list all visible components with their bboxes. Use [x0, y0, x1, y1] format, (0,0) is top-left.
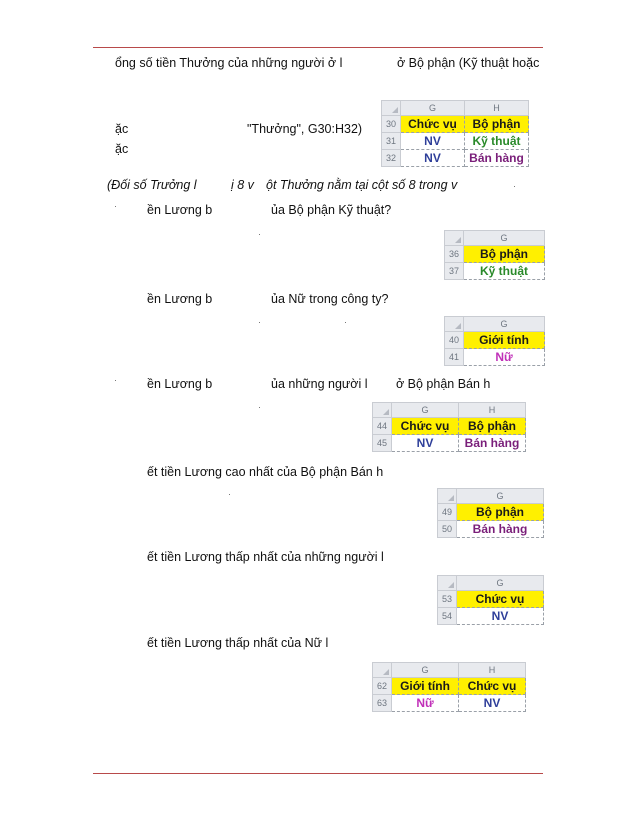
question-1b: ủa Bộ phận Kỹ thuật?: [271, 203, 392, 217]
column-header: H: [465, 101, 529, 116]
speck: [115, 380, 116, 381]
question-2a: ền Lương b: [147, 292, 213, 306]
criteria-cell: NV: [457, 608, 544, 625]
speck: [259, 234, 260, 235]
header-cell: Bộ phận: [459, 418, 526, 435]
text-line-2a: ặc: [115, 122, 129, 136]
speck: [259, 322, 260, 323]
row-number: 45: [373, 435, 392, 452]
question-3b: ủa những người l: [271, 377, 368, 391]
text-line-3: ặc: [115, 142, 129, 156]
header-cell: Bộ phận: [464, 246, 545, 263]
header-cell: Giới tính: [464, 332, 545, 349]
spreadsheet-snippet-1: [381, 100, 529, 167]
column-header: G: [457, 576, 544, 591]
row-number: 44: [373, 418, 392, 435]
row-number: 63: [373, 695, 392, 712]
row-number: 49: [438, 504, 457, 521]
row-number: 32: [382, 150, 401, 167]
note-line-b: ị 8 v: [231, 178, 254, 192]
header-cell: Bộ phận: [457, 504, 544, 521]
row-number: 31: [382, 133, 401, 150]
criteria-cell: NV: [401, 133, 465, 150]
question-1a: ền Lương b: [147, 203, 213, 217]
question-2b: ủa Nữ trong công ty?: [271, 292, 389, 306]
header-cell: Bộ phận: [465, 116, 529, 133]
speck: [345, 322, 346, 323]
criteria-cell: Kỹ thuật: [465, 133, 529, 150]
column-header: H: [459, 403, 526, 418]
criteria-cell: Bán hàng: [457, 521, 544, 538]
top-rule: [93, 47, 543, 48]
question-6: ết tiền Lương thấp nhất của Nữ l: [147, 636, 329, 650]
question-3c: ở Bộ phận Bán h: [396, 377, 491, 391]
note-line-c: ột Thưởng nằm tại cột số 8 trong v: [266, 178, 458, 192]
select-all-corner: [445, 317, 464, 332]
column-header: G: [457, 489, 544, 504]
text-line-1b: ở Bộ phận (Kỹ thuật hoặc: [397, 56, 540, 70]
header-cell: Chức vụ: [401, 116, 465, 133]
criteria-cell: Bán hàng: [465, 150, 529, 167]
header-cell: Chức vụ: [457, 591, 544, 608]
spreadsheet-snippet-2: [444, 230, 545, 280]
criteria-cell: NV: [401, 150, 465, 167]
header-cell: Chức vụ: [459, 678, 526, 695]
header-cell: Giới tính: [392, 678, 459, 695]
question-5: ết tiền Lương thấp nhất của những người l: [147, 550, 384, 564]
criteria-cell: Nữ: [392, 695, 459, 712]
spreadsheet-snippet-5: [437, 488, 544, 538]
row-number: 41: [445, 349, 464, 366]
criteria-cell: Nữ: [464, 349, 545, 366]
speck: [259, 407, 260, 408]
spreadsheet-snippet-6: [437, 575, 544, 625]
select-all-corner: [438, 576, 457, 591]
column-header: G: [464, 317, 545, 332]
row-number: 37: [445, 263, 464, 280]
column-header: G: [401, 101, 465, 116]
speck: [229, 494, 230, 495]
column-header: H: [459, 663, 526, 678]
select-all-corner: [382, 101, 401, 116]
row-number: 53: [438, 591, 457, 608]
row-number: 62: [373, 678, 392, 695]
speck: [514, 186, 515, 187]
criteria-cell: Bán hàng: [459, 435, 526, 452]
select-all-corner: [373, 403, 392, 418]
spreadsheet-snippet-3: [444, 316, 545, 366]
row-number: 30: [382, 116, 401, 133]
column-header: G: [464, 231, 545, 246]
text-line-1a: ổng số tiền Thưởng của những người ở l: [115, 56, 343, 70]
spreadsheet-snippet-4: [372, 402, 526, 452]
note-line-a: (Đối số Trưởng l: [107, 178, 197, 192]
select-all-corner: [438, 489, 457, 504]
header-cell: Chức vụ: [392, 418, 459, 435]
criteria-cell: Kỹ thuật: [464, 263, 545, 280]
text-line-2b: "Thưởng", G30:H32): [247, 122, 363, 136]
row-number: 50: [438, 521, 457, 538]
criteria-cell: NV: [459, 695, 526, 712]
question-4: ết tiền Lương cao nhất của Bộ phận Bán h: [147, 465, 384, 479]
column-header: G: [392, 663, 459, 678]
row-number: 36: [445, 246, 464, 263]
row-number: 40: [445, 332, 464, 349]
spreadsheet-snippet-7: [372, 662, 526, 712]
select-all-corner: [445, 231, 464, 246]
bottom-rule: [93, 773, 543, 774]
column-header: G: [392, 403, 459, 418]
speck: [115, 206, 116, 207]
select-all-corner: [373, 663, 392, 678]
question-3a: ền Lương b: [147, 377, 213, 391]
criteria-cell: NV: [392, 435, 459, 452]
row-number: 54: [438, 608, 457, 625]
